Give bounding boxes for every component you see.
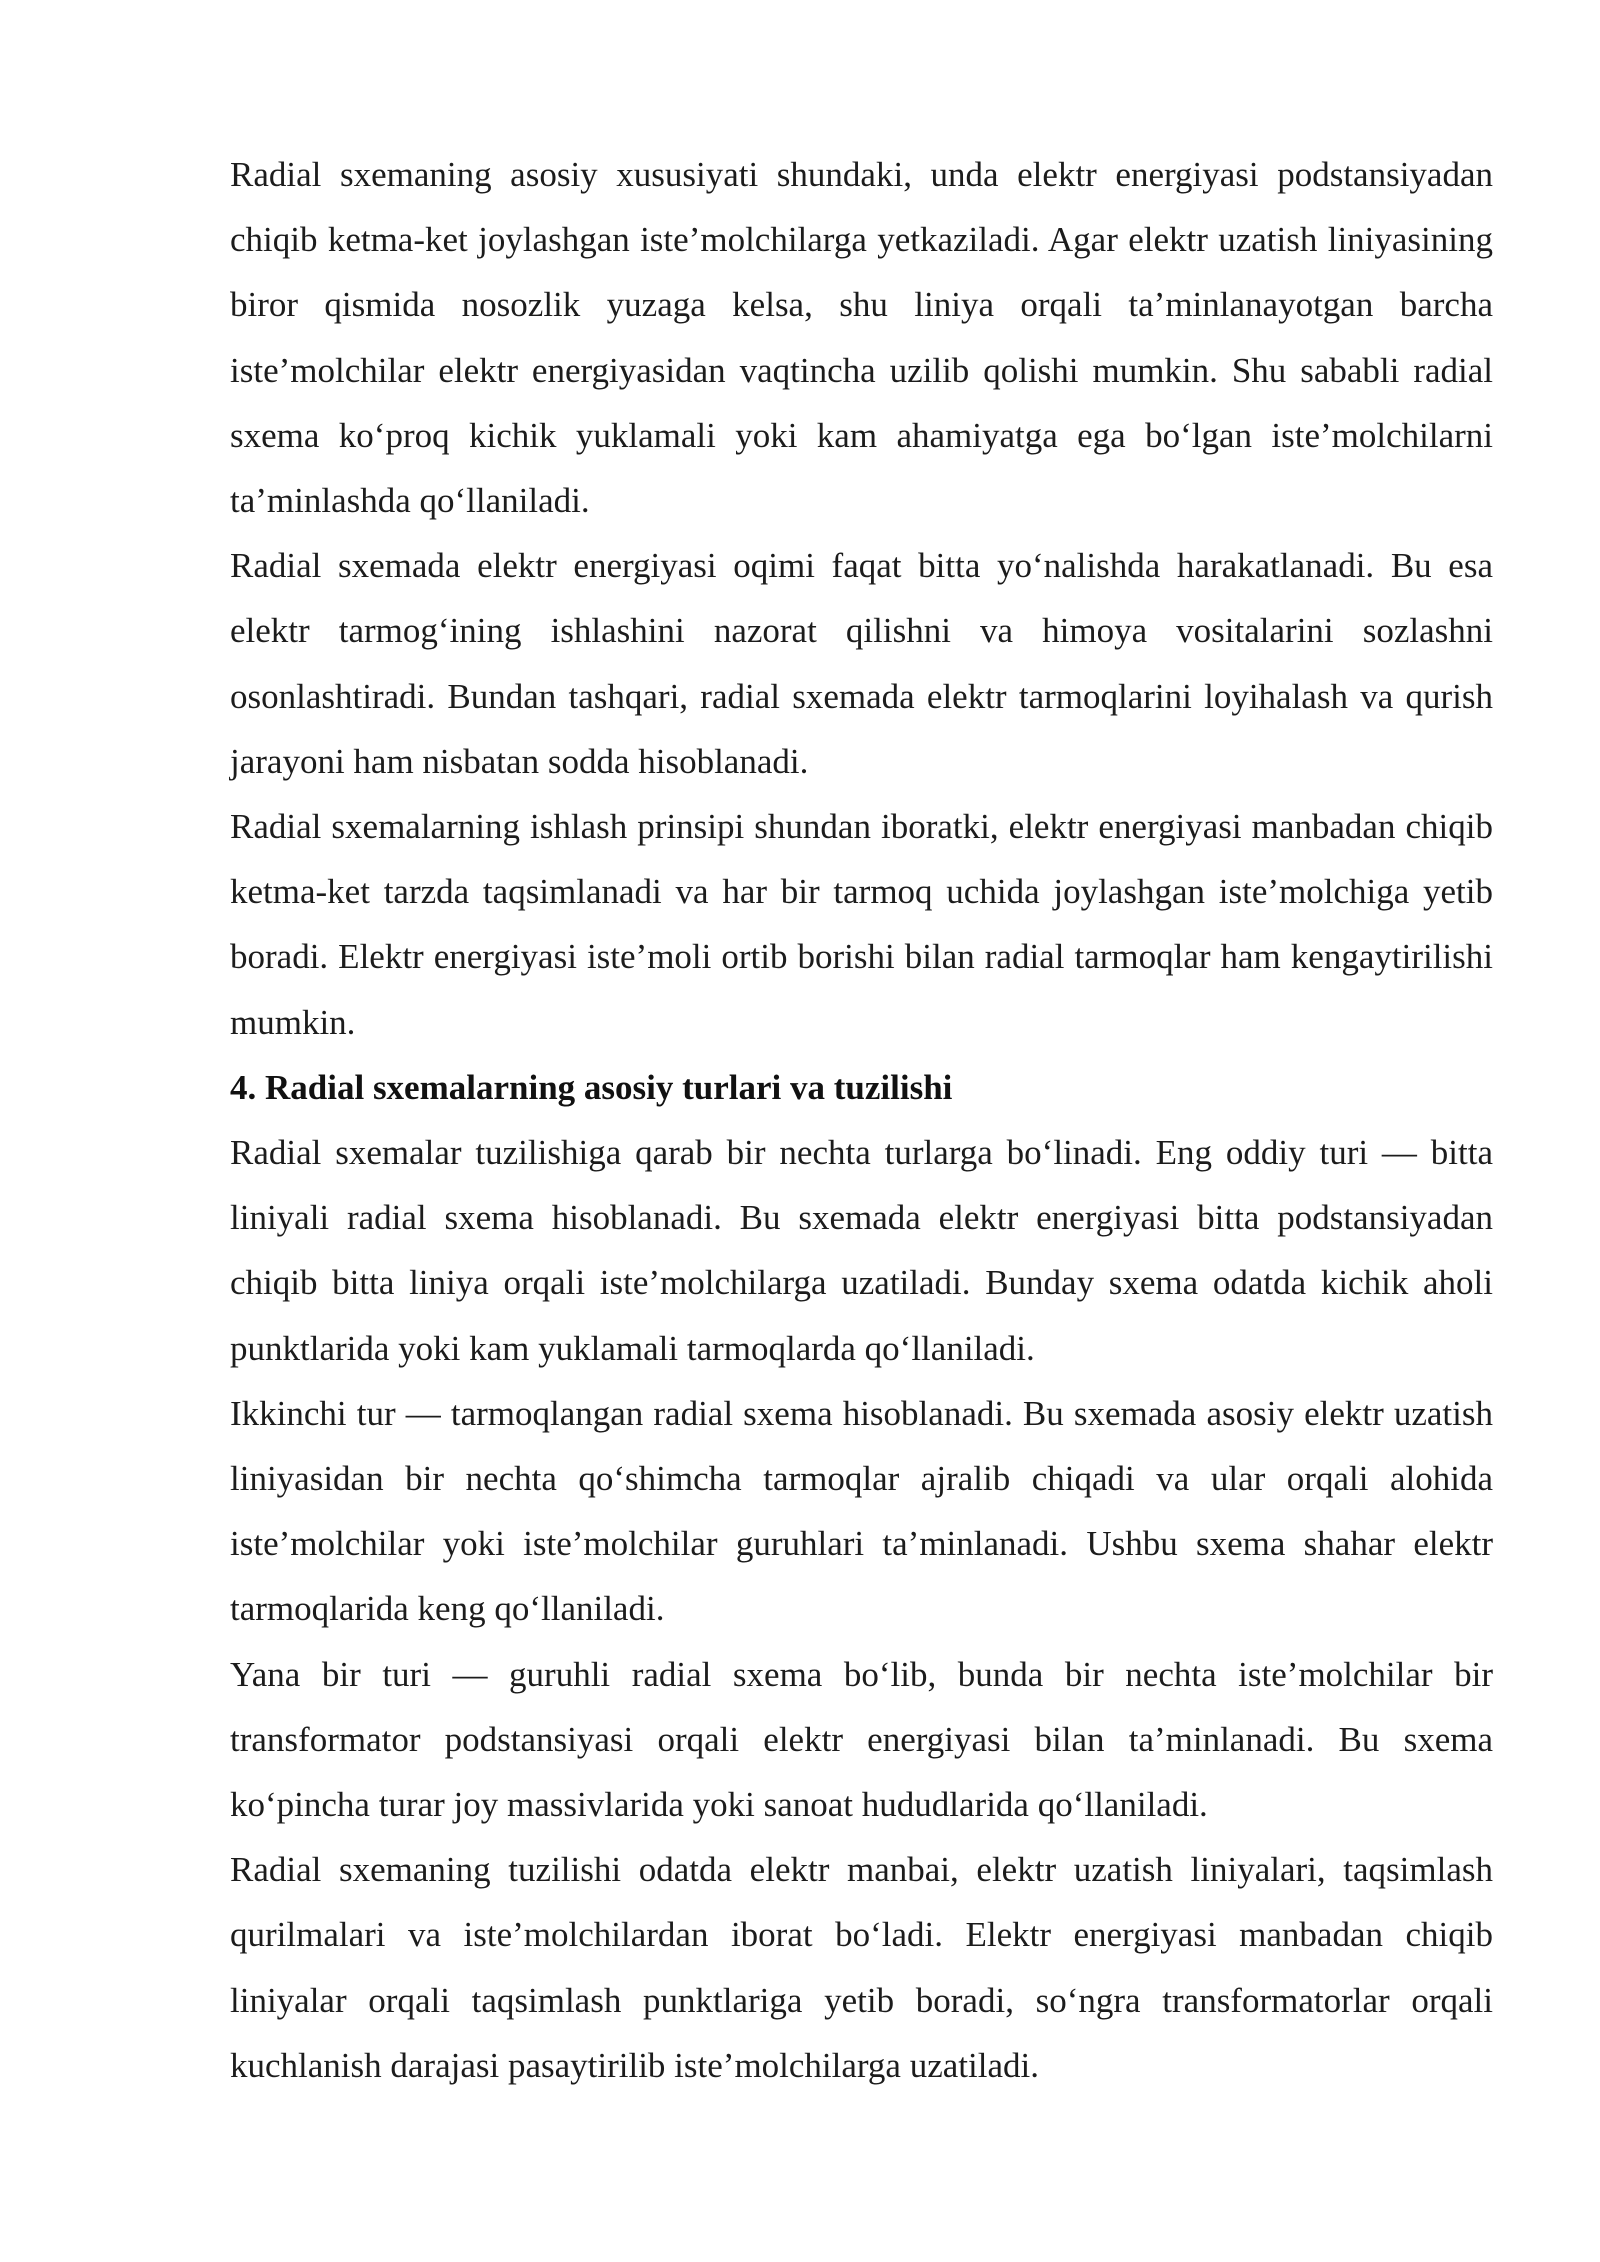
paragraph-radial-structure: Radial sxemaning tuzilishi odatda elektr manbai, elektr uzatish liniyalari, taqsimlash qurilmalari va iste’molchilardan iborat bo‘ladi. Elektr energiyasi manbadan chiqib liniyalar orqali taqsimlash punktlariga yetib boradi, so‘ngra transformatorlar orqali kuchlanish darajasi pasaytirilib iste’molchilarga uzatiladi. bbox=[230, 1850, 1493, 2085]
paragraph-radial-types: Radial sxemalar tuzilishiga qarab bir nechta turlarga bo‘linadi. Eng oddiy turi — bitta liniyali radial sxema hisoblanadi. Bu sxemada elektr energiyasi bitta podstansiyadan chiqib bitta liniya orqali iste’molchilarga uzatiladi. Bunday sxema odatda kichik aholi punktlarida yoki kam yuklamali tarmoqlarda qo‘llaniladi. bbox=[230, 1133, 1493, 1368]
document-page bbox=[230, 142, 1493, 2098]
paragraph-radial-energy-flow: Radial sxemada elektr energiyasi oqimi faqat bitta yo‘nalishda harakatlanadi. Bu esa elektr tarmog‘ining ishlashini nazorat qilishni va himoya vositalarini sozlashni osonlashtiradi. Bundan tashqari, radial sxemada elektr tarmoqlarini loyihalash va qurish jarayoni ham nisbatan sodda hisoblanadi. bbox=[230, 546, 1493, 781]
paragraph-radial-features: Radial sxemaning asosiy xususiyati shundaki, unda elektr energiyasi podstansiyadan chiqib ketma-ket joylashgan iste’molchilarga yetkaziladi. Agar elektr uzatish liniyasining biror qismida nosozlik yuzaga kelsa, shu liniya orqali ta’minlanayotgan barcha iste’molchilar elektr energiyasidan vaqtincha uzilib qolishi mumkin. Shu sababli radial sxema ko‘proq kichik yuklamali yoki kam ahamiyatga ega bo‘lgan iste’molchilarni ta’minlashda qo‘llaniladi. bbox=[230, 155, 1493, 521]
paragraph-group-radial: Yana bir turi — guruhli radial sxema bo‘lib, bunda bir nechta iste’molchilar bir transformator podstansiyasi orqali elektr energiyasi bilan ta’minlanadi. Bu sxema ko‘pincha turar joy massivlarida yoki sanoat hududlarida qo‘llaniladi. bbox=[230, 1654, 1493, 1825]
section-heading: 4. Radial sxemalarning asosiy turlari va tuzilishi bbox=[230, 1067, 953, 1107]
paragraph-branched-radial: Ikkinchi tur — tarmoqlangan radial sxema hisoblanadi. Bu sxemada asosiy elektr uzatish liniyasidan bir nechta qo‘shimcha tarmoqlar ajralib chiqadi va ular orqali alohida iste’molchilar yoki iste’molchilar guruhlari ta’minlanadi. Ushbu sxema shahar elektr tarmoqlarida keng qo‘llaniladi. bbox=[230, 1393, 1493, 1629]
paragraph-radial-working-principle: Radial sxemalarning ishlash prinsipi shundan iboratki, elektr energiyasi manbadan chiqib ketma-ket tarzda taqsimlanadi va har bir tarmoq uchida joylashgan iste’molchiga yetib boradi. Elektr energiyasi iste’moli ortib borishi bilan radial tarmoqlar ham kengaytirilishi mumkin. bbox=[230, 807, 1493, 1042]
